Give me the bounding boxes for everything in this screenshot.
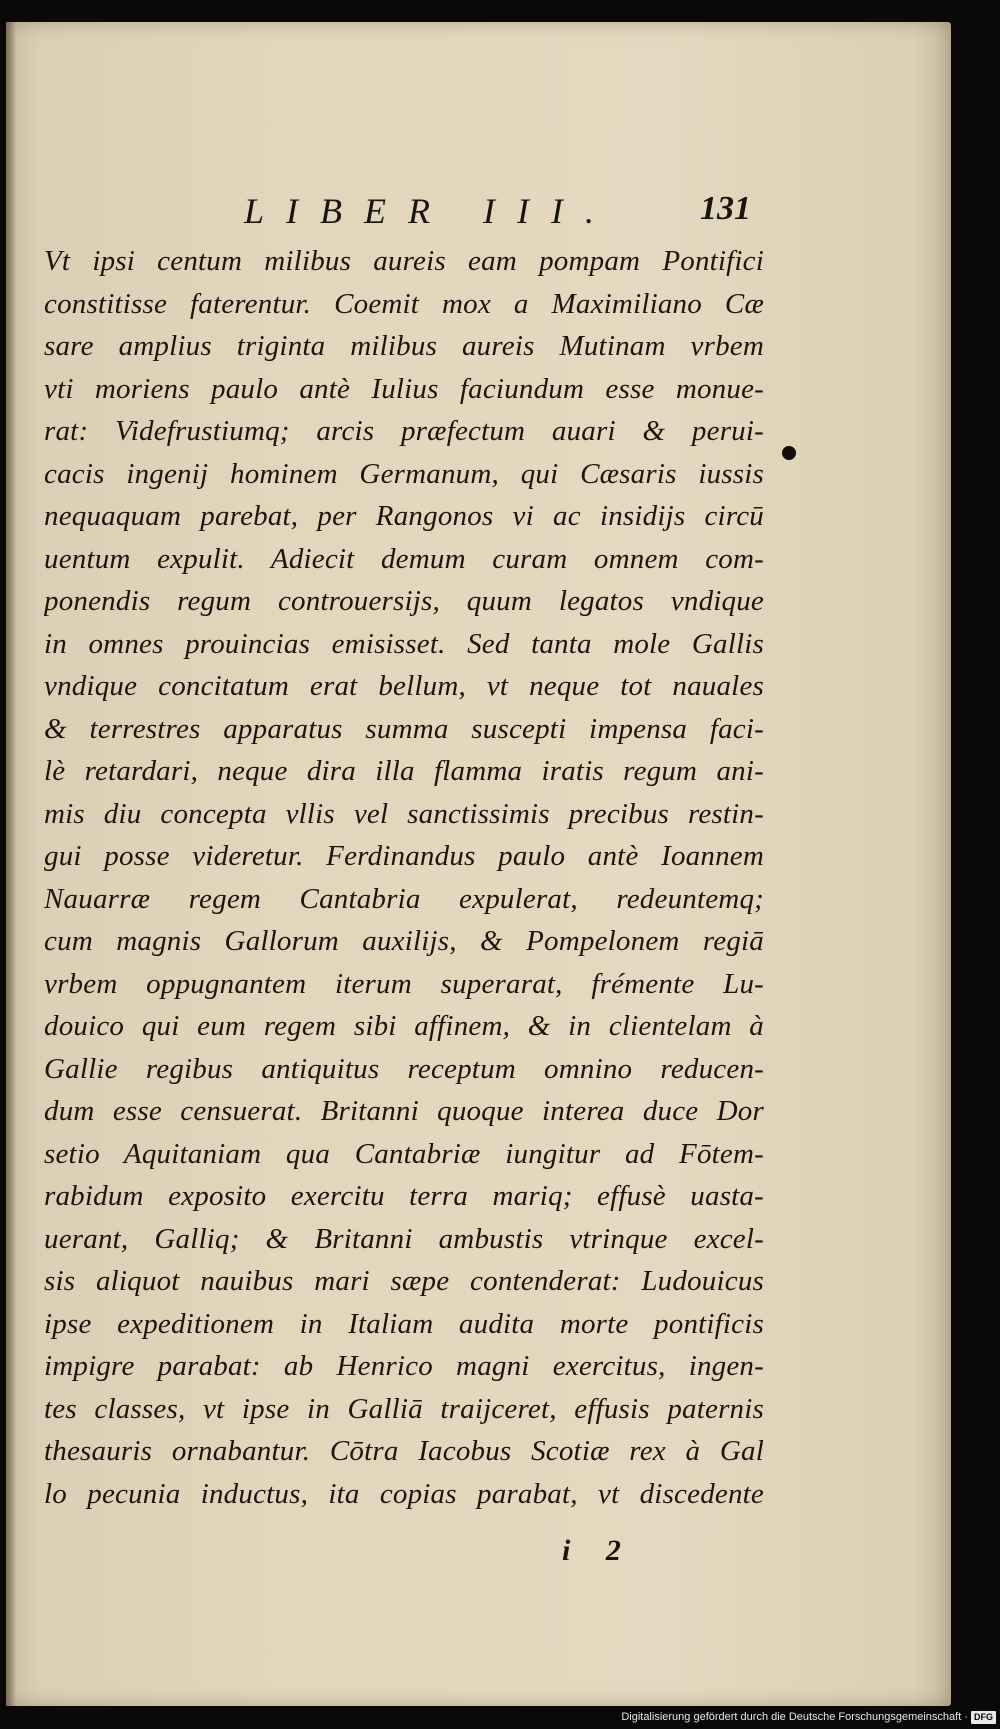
- text-line: thesauris ornabantur. Cōtra Iacobus Scotiæ rex à Gal: [44, 1435, 764, 1467]
- text-line: mis diu concepta vllis vel sanctissimis precibus restin-: [44, 797, 764, 830]
- digitization-credit: [621, 1707, 996, 1727]
- ink-spot: [782, 446, 796, 460]
- text-line: uentum expulit. Adiecit demum curam omnem com-: [44, 542, 764, 575]
- text-line: Vt ipsi centum milibus aureis eam pompam Pontifici: [44, 245, 764, 277]
- text-line: vndique concitatum erat bellum, vt neque tot nauales: [44, 670, 764, 702]
- book-page: [6, 22, 951, 1706]
- signature-mark: i 2: [562, 1534, 621, 1567]
- text-line: vrbem oppugnantem iterum superarat, frémente Lu-: [44, 967, 764, 1000]
- text-line: sis aliquot nauibus mari sæpe contenderat: Ludouicus: [44, 1265, 764, 1297]
- text-line: setio Aquitaniam qua Cantabriæ iungitur ad Fōtem-: [44, 1137, 764, 1170]
- text-line: tes classes, vt ipse in Galliā traijceret, effusis paternis: [44, 1392, 764, 1425]
- credit-text: Digitalisierung gefördert durch die Deutsche Forschungsgemeinschaft ·: [621, 1711, 968, 1723]
- running-head: [6, 190, 951, 240]
- text-line: constitisse faterentur. Coemit mox a Maximiliano Cæ: [44, 287, 764, 320]
- body-text: [44, 240, 764, 1515]
- text-line: lo pecunia inductus, ita copias parabat, vt discedente: [44, 1477, 764, 1510]
- text-line: Gallie regibus antiquitus receptum omnino reducen-: [44, 1052, 764, 1085]
- dfg-logo: DFG: [971, 1711, 996, 1724]
- text-line: vti moriens paulo antè Iulius faciundum esse monue-: [44, 372, 764, 405]
- text-line: ponendis regum controuersijs, quum legatos vndique: [44, 585, 764, 617]
- text-line: dum esse censuerat. Britanni quoque interea duce Dor: [44, 1095, 764, 1127]
- text-line: cacis ingenij hominem Germanum, qui Cæsaris iussis: [44, 457, 764, 490]
- text-line: rat: Videfrustiumq; arcis præfectum auari & perui-: [44, 415, 764, 447]
- text-line: gui posse videretur. Ferdinandus paulo antè Ioannem: [44, 840, 764, 872]
- text-line: ipse expeditionem in Italiam audita morte pontificis: [44, 1307, 764, 1340]
- text-line: douico qui eum regem sibi affinem, & in clientelam à: [44, 1010, 764, 1042]
- text-line: Nauarræ regem Cantabria expulerat, redeuntemq;: [44, 882, 764, 915]
- text-line: sare amplius triginta milibus aureis Mutinam vrbem: [44, 330, 764, 362]
- text-line: uerant, Galliq; & Britanni ambustis vtrinque excel-: [44, 1222, 764, 1255]
- text-line: in omnes prouincias emisisset. Sed tanta mole Gallis: [44, 627, 764, 660]
- text-line: impigre parabat: ab Henrico magni exercitus, ingen-: [44, 1350, 764, 1382]
- text-line: rabidum exposito exercitu terra mariq; effusè uasta-: [44, 1180, 764, 1212]
- running-head-title: LIBER III.: [244, 191, 616, 231]
- text-line: & terrestres apparatus summa suscepti impensa faci-: [44, 712, 764, 745]
- page-gutter-shadow: [6, 22, 16, 1706]
- text-line: lè retardari, neque dira illa flamma iratis regum ani-: [44, 755, 764, 787]
- page-number: 131: [700, 190, 751, 227]
- text-line: cum magnis Gallorum auxilijs, & Pompelonem regiā: [44, 925, 764, 957]
- text-line: nequaquam parebat, per Rangonos vi ac insidijs circū: [44, 500, 764, 532]
